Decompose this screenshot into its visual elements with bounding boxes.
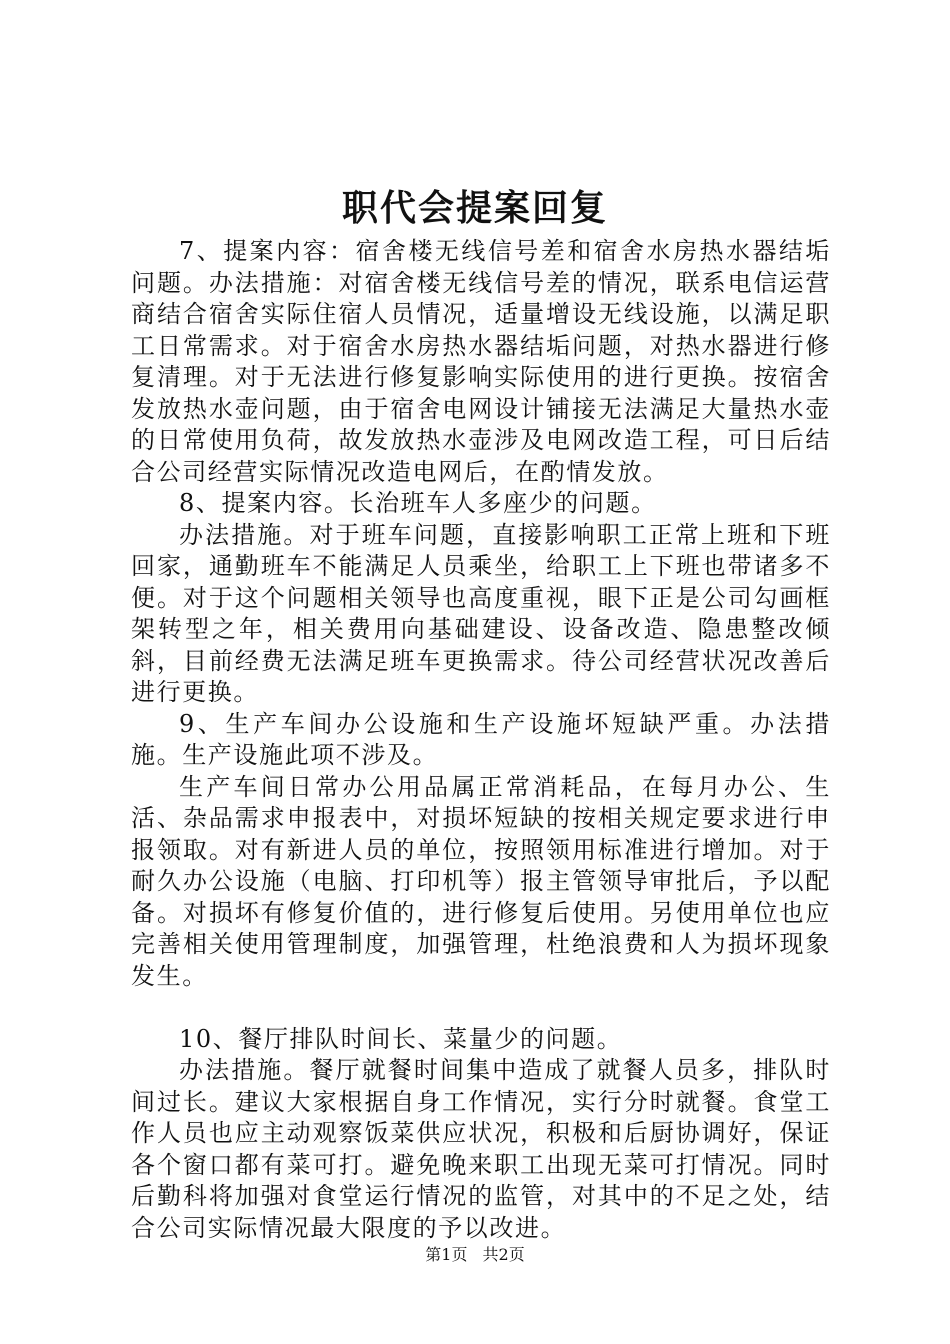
paragraph-proposal-10-measures: 办法措施。餐厅就餐时间集中造成了就餐人员多，排队时间过长。建议大家根据自身工作情况，实行分时就餐。食堂工作人员也应主动观察饭菜供应状况，积极和后厨协调好，保证各个窗口都有菜可打。避免晚来职工出现无菜可打情况。同时后勤科将加强对食堂运行情况的监管，对其中的不足之处，结合公司实际情况最大限度的予以改进。 [131,1056,831,1242]
page-footer [0,1243,950,1267]
document-body [131,236,831,1244]
paragraph-proposal-9-heading: 9、生产车间办公设施和生产设施坏短缺严重。办法措施。生产设施此项不涉及。 [131,709,831,769]
paragraph-proposal-7: 7、提案内容：宿舍楼无线信号差和宿舍水房热水器结垢问题。办法措施：对宿舍楼无线信号差的情况，联系电信运营商结合宿舍实际住宿人员情况，适量增设无线设施，以满足职工日常需求。对于宿舍水房热水器结垢问题，对热水器进行修复清理。对于无法进行修复影响实际使用的进行更换。按宿舍发放热水壶问题，由于宿舍电网设计铺接无法满足大量热水壶的日常使用负荷，故发放热水壶涉及电网改造工程，可日后结合公司经营实际情况改造电网后，在酌情发放。 [131,237,831,486]
page-number-total: 共2页 [482,1245,525,1264]
paragraph-proposal-9-measures: 生产车间日常办公用品属正常消耗品，在每月办公、生活、杂品需求申报表中，对损坏短缺的按相关规定要求进行申报领取。对有新进人员的单位，按照领用标准进行增加。对于耐久办公设施（电脑、打印机等）报主管领导审批后，予以配备。对损坏有修复价值的，进行修复后使用。另使用单位也应完善相关使用管理制度，加强管理，杜绝浪费和人为损坏现象发生。 [131,772,831,990]
paragraph-proposal-8-measures: 办法措施。对于班车问题，直接影响职工正常上班和下班回家，通勤班车不能满足人员乘坐，给职工上下班也带诸多不便。对于这个问题相关领导也高度重视，眼下正是公司勾画框架转型之年，相关费用向基础建设、设备改造、隐患整改倾斜，目前经费无法满足班车更换需求。待公司经营状况改善后进行更换。 [131,520,831,706]
paragraph-proposal-8-heading: 8、提案内容。长治班车人多座少的问题。 [179,489,657,517]
paragraph-proposal-10-heading: 10、餐厅排队时间长、菜量少的问题。 [179,1024,623,1053]
page-number-current: 第1页 [425,1245,468,1264]
document-title: 职代会提案回复 [341,187,608,229]
